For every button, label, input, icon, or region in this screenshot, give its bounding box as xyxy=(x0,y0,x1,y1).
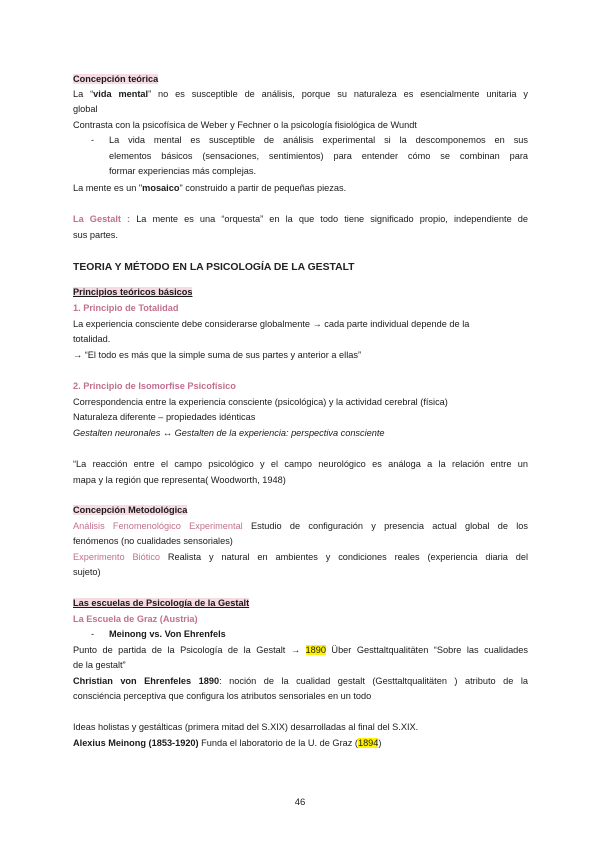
paragraph-line: Christian von Ehrenfeles 1890: noción de la cualidad gestalt (Gesttaltqualitäten ) atributo de la xyxy=(73,676,529,686)
list-item-line: formar experiencias más complejas. xyxy=(109,166,257,176)
subsection-title: 1. Principio de Totalidad xyxy=(73,303,179,313)
list-item-line: Meinong vs. Von Ehrenfels xyxy=(109,629,226,639)
paragraph-line: La mente es un "mosaico" construido a partir de pequeñas piezas. xyxy=(73,183,347,193)
subsection-title: 2. Principio de Isomorfise Psicofísico xyxy=(73,381,236,391)
section-title-escuelas: Las escuelas de Psicología de la Gestalt xyxy=(73,598,250,608)
paragraph-line: Punto de partida de la Psicología de la Gestalt → 1890 Über Gesttaltqualitäten “Sobre las cualidades xyxy=(73,645,528,655)
paragraph-line: Gestalten neuronales ↔ Gestalten de la experiencia: perspectiva consciente xyxy=(73,428,385,438)
paragraph-line: fenómenos (no cualidades sensoriales) xyxy=(73,536,233,546)
paragraph-line: sus partes. xyxy=(73,230,118,240)
paragraph-line: Análisis Fenomenológico Experimental Estudio de configuración y presencia actual global de los xyxy=(73,521,529,531)
section-heading: TEORIA Y MÉTODO EN LA PSICOLOGÍA DE LA GESTALT xyxy=(73,262,355,273)
paragraph-line: de la gestalt” xyxy=(73,660,126,670)
highlight-year: 1890 xyxy=(305,645,326,655)
list-bullet: - xyxy=(91,629,95,639)
paragraph-line: Correspondencia entre la experiencia consciente (psicológica) y la actividad cerebral (física) xyxy=(73,397,448,407)
paragraph-line: La experiencia consciente debe considerarse globalmente → cada parte individual depende de la xyxy=(73,319,470,329)
paragraph-line: Contrasta con la psicofísica de Weber y Fechner o la psicología fisiológica de Wundt xyxy=(73,120,417,130)
paragraph-line: Experimento Biótico Realista y natural en ambientes y condiciones reales (experiencia diaria del xyxy=(73,552,528,562)
list-item-line: La vida mental es susceptible de análisis experimental si la descomponemos en sus xyxy=(109,135,528,145)
paragraph-line: Ideas holistas y gestálticas (primera mitad del S.XIX) desarrolladas al final del S.XIX. xyxy=(73,722,419,732)
highlight-year: 1894 xyxy=(357,738,379,748)
paragraph-line: La “vida mental” no es susceptible de análisis, porque su naturaleza es esencialmente unitaria y xyxy=(73,89,528,99)
quote-line: “La reacción entre el campo psicológico y el campo neurológico es análoga a la relación entre un xyxy=(73,459,528,469)
paragraph-line: La Gestalt : La mente es una “orquesta” en la que todo tiene significado propio, independiente de xyxy=(73,214,528,224)
paragraph-line: totalidad. xyxy=(73,334,111,344)
paragraph-line: consciéncia perceptiva que configura los atributos sensoriales en un todo xyxy=(73,691,372,701)
quote-line: mapa y la región que representa( Woodworth, 1948) xyxy=(73,475,286,485)
section-title-concepcion-teorica: Concepción teórica xyxy=(73,74,159,84)
list-item-line: elementos básicos (sensaciones, sentimientos) para entender cómo se combinan para xyxy=(109,151,528,161)
paragraph-line: Naturaleza diferente – propiedades idénticas xyxy=(73,412,256,422)
paragraph-line: global xyxy=(73,104,98,114)
section-title-principios: Principios teóricos básicos xyxy=(73,287,193,297)
paragraph-line: → “El todo es más que la simple suma de sus partes y anterior a ellas” xyxy=(73,350,362,360)
subsection-title: La Escuela de Graz (Austria) xyxy=(73,614,198,624)
paragraph-line: sujeto) xyxy=(73,567,101,577)
section-title-metodologica: Concepción Metodológica xyxy=(73,505,188,515)
paragraph-line: Alexius Meinong (1853-1920) Funda el laboratorio de la U. de Graz (1894) xyxy=(73,738,382,748)
page-number: 46 xyxy=(294,797,306,808)
list-bullet: - xyxy=(91,135,95,145)
